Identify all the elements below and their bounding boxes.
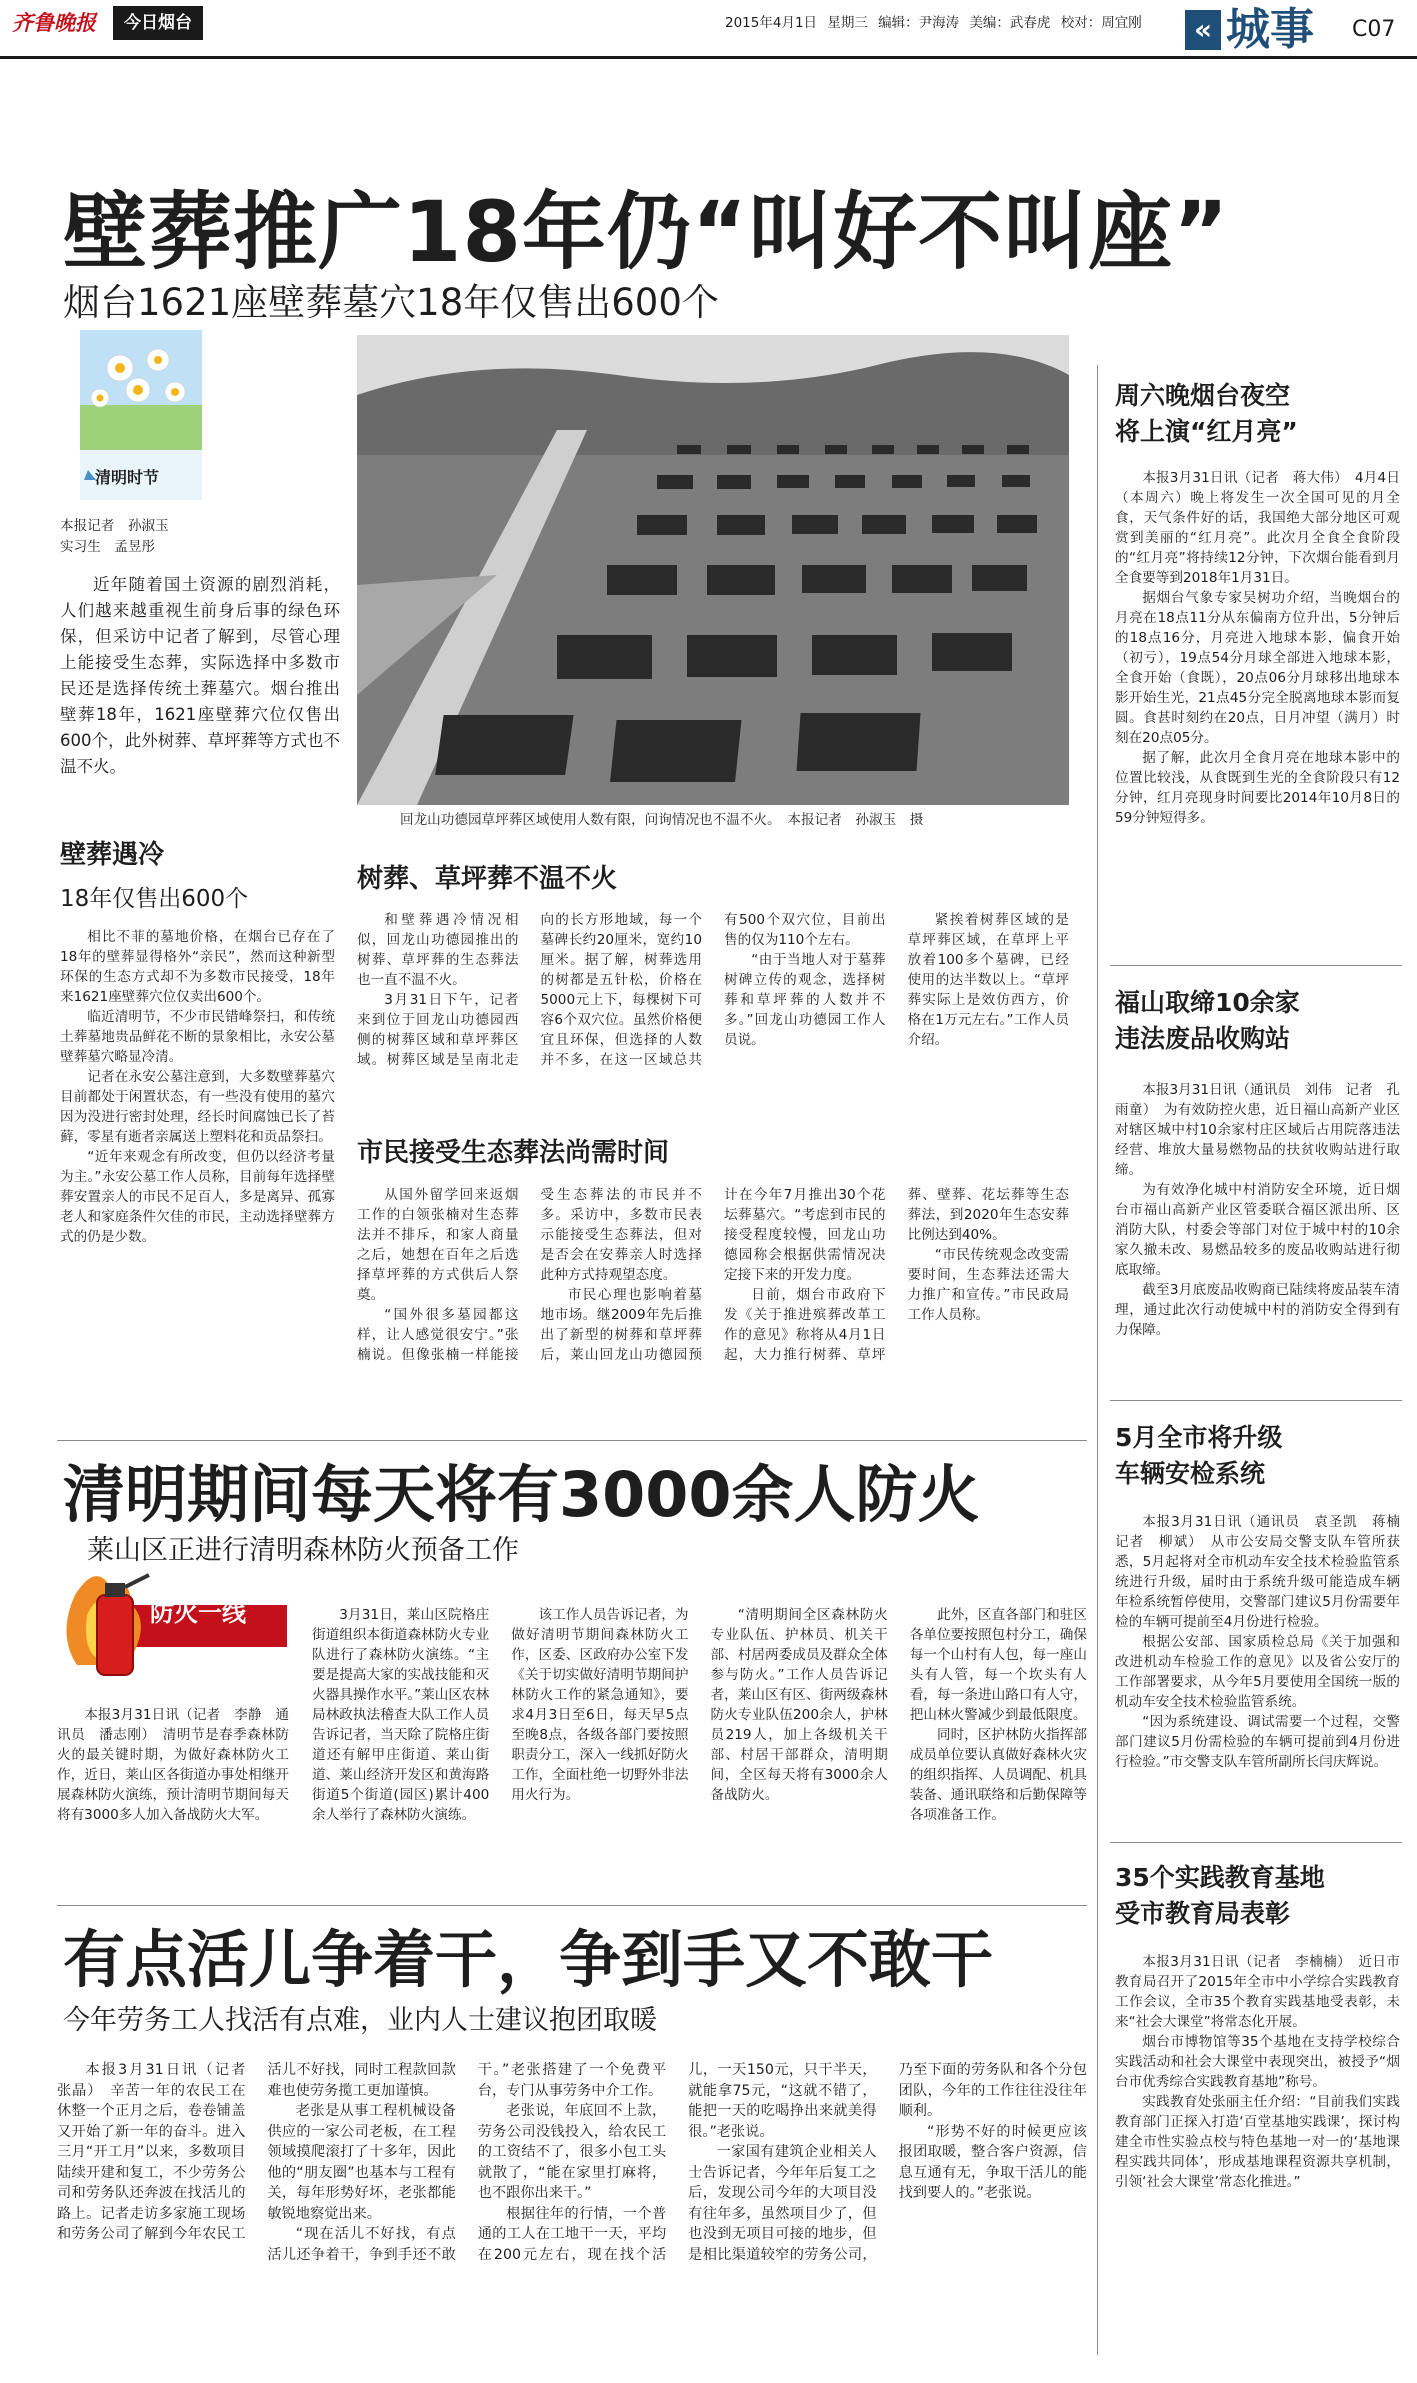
byline: 实习生 孟昱彤: [60, 539, 156, 555]
editor: 编辑：尹海涛: [878, 15, 960, 31]
page-number: C07: [1352, 17, 1396, 42]
sidebar-rule: [1110, 965, 1402, 966]
weekday: 星期三: [827, 15, 868, 31]
sidebar-rule: [1110, 1400, 1402, 1401]
cemetery-photo: [357, 335, 1069, 805]
section-title: 城事: [1226, 4, 1314, 55]
article1-subheadline: 烟台1621座壁葬墓穴18年仅售出600个: [63, 281, 719, 324]
logo-label: 防火一线: [150, 1599, 246, 1627]
article-column: 相比不菲的墓地价格，在烟台已存在了18年的壁葬显得格外“亲民”，然而这种新型环保的生态方式却不为多数市民接受，18年来1621座壁葬穴位仅卖出600个。 临近清明节，不少市民错峰祭扫，和传统土葬墓地贵品鲜花不断的景象相比，永安公墓壁葬墓穴略显冷清。 记者在永安公墓注意到，大多数壁葬墓穴目前都处于闲置状态，有一些没有使用的墓穴因为没进行密封处理，经长时间腐蚀已长了苔藓，零星有逝者亲属送上塑料花和贡品祭扫。 “近年来观念有所改变，但仍以经济考量为主。”永安公墓工作人员称，目前每年选择壁葬安置亲人的市民不足百人，多是离异、孤寡老人和家庭条件欠佳的市民，主动选择壁葬方式的仍是少数。: [60, 929, 335, 1245]
masthead-logo: 齐鲁晚报: [12, 10, 96, 35]
brief-headline: 35个实践教育基地 受市教育局表彰: [1115, 1863, 1325, 1928]
date: 2015年4月1日: [725, 15, 818, 31]
article1-headline: 壁葬推广18年仍“叫好不叫座”: [63, 183, 1230, 281]
header-rule: [0, 56, 1417, 59]
logo-label: 清明时节: [95, 468, 160, 487]
article3-subheadline: 今年劳务工人找活有点难，业内人士建议抱团取暖: [63, 2005, 657, 2036]
article-rule: [57, 1905, 1087, 1906]
lead-paragraph: 近年随着国土资源的剧烈消耗，人们越来越重视生前身后事的绿色环保，但采访中记者了解到，尽管心理上能接受生态葬，实际选择中多数市民还是选择传统土葬墓穴。烟台推出壁葬18年，1621座壁葬穴位仅售出600个，此外树葬、草坪葬等方式也不温不火。: [60, 575, 340, 776]
article-columns: 本报3月31日讯（记者 张晶） 辛苦一年的农民工在休整一个正月之后，卷卷铺盖又开始了新一年的奋斗。进入三月“开工月”以来，多数项目陆续开建和复工，不少劳务公司和劳务队还奔波在找活儿的路上。记者走访多家施工现场和劳务公司了解到今年农民工活儿不好找，同时工程款回款难也使劳务揽工更加谨慎。 老张是从事工程机械设备供应的一家公司老板，在工程领域摸爬滚打了十多年，因此他的“朋友圈”也基本与工程有关，每年形势好坏，老张都能敏锐地察觉出来。 “现在活儿不好找，有点活儿还争着干，争到手还不敢干。”老张搭建了一个免费平台，专门从事劳务中介工作。 老张说，年底回不上款，劳务公司没钱投入，给农民工的工资结不了，很多小包工头就散了，“能在家里打麻将，也不跟你出来干。” 根据往年的行情，一个普通的工人在工地干一天，平均在200元左右，现在找个活儿，一天150元，只干半天，就能拿75元，“这就不错了，能把一天的吃喝挣出来就美得很。”老张说。 一家国有建筑企业相关人士告诉记者，今年年后复工之后，发现公司今年的大项目没有往年多，虽然项目少了，但也没到无项目可接的地步，但是相比渠道较窄的劳务公司，乃至下面的劳务队和各个分包团队，今年的工作往往没往年顺利。 “形势不好的时候更应该报团取暖，整合客户资源，信息互通有无，争取干活儿的能找到要人的。”老张说。: [57, 2062, 1087, 2263]
section-heading: 壁葬遇冷: [60, 840, 165, 870]
brief-headline: 福山取缔10余家 违法废品收购站: [1115, 988, 1300, 1053]
article2-headline: 清明期间每天将有3000余人防火: [63, 1458, 980, 1531]
brief-headline: 5月全市将升级 车辆安检系统: [1115, 1423, 1283, 1488]
article3-headline: 有点活儿争着干，争到手又不敢干: [63, 1923, 994, 1996]
sidebar-rule: [1110, 1842, 1402, 1843]
article-columns: 从国外留学回来返烟工作的白领张楠对生态葬法并不排斥，和家人商量之后，她想在百年之后选择草坪葬的方式供后人祭奠。 “国外很多墓园都这样，让人感觉很安宁。”张楠说。但像张楠一样能接受生态葬法的市民并不多。采访中，多数市民表示能接受生态葬法，但对是否会在安葬亲人时选择此种方式持观望态度。 市民心理也影响着墓地市场。继2009年先后推出了新型的树葬和草坪葬后，莱山回龙山功德园预计在今年7月推出30个花坛葬墓穴。“考虑到市民的接受程度较慢，回龙山功德园称会根据供需情况决定接下来的开发力度。 日前，烟台市政府下发《关于推进殡葬改革工作的意见》称将从4月1日起，大力推行树葬、草坪葬、壁葬、花坛葬等生态葬法，到2020年生态安葬比例达到40%。 “市民传统观念改变需要时间，生态葬法还需大力推广和宣传。”市民政局工作人员称。: [357, 1187, 1069, 1363]
brief-body: 本报3月31日讯（记者 李楠楠） 近日市教育局召开了2015年全市中小学综合实践教育工作会议，全市35个教育实践基地受表彰，未来“社会大课堂”将常态化开展。 烟台市博物馆等35个基地在支持学校综合实践活动和社会大课堂中表现突出，被授予“烟台市优秀综合实践教育基地”称号。 实践教育处张丽主任介绍：“目前我们实践教育部门正探入打造‘百堂基地实践课’，探讨构建全市性实验点校与特色基地一对一的‘基地课程实践共同体’，形成基地课程资源共享机制，引领‘社会大课堂’常态化推进。”: [1115, 1954, 1400, 2190]
photo-caption: 回龙山功德园草坪葬区域使用人数有限，问询情况也不温不火。 本报记者 孙淑玉 摄: [400, 812, 924, 828]
byline: 本报记者 孙淑玉: [60, 518, 169, 534]
section-heading: 树葬、草坪葬不温不火: [357, 864, 618, 894]
brief-headline: 周六晚烟台夜空 将上演“红月亮”: [1115, 381, 1298, 446]
edition-tag: 今日烟台: [113, 6, 203, 40]
designer: 美编：武春虎: [969, 15, 1051, 31]
brief-body: 本报3月31日讯（通讯员 刘伟 记者 孔雨童） 为有效防控火患，近日福山高新产业区对辖区城中村10余家村庄区域后占用院落违法经营、堆放大量易燃物品的扶贫收购站进行取缔。 为有效净化城中村消防安全环境，近日烟台市福山高新产业区管委联合福区派出所、区消防大队，村委会等部门对位于城中村的10余家久撤未改、易燃品较多的废品收购站进行彻底取缔。 截至3月底废品收购商已陆续将废品装车清理，通过此次行动使城中村的消防安全得到有力保障。: [1115, 1082, 1400, 1338]
page-info: [725, 13, 1245, 33]
section-heading: 市民接受生态葬法尚需时间: [357, 1138, 670, 1168]
sidebar-divider: [1097, 365, 1098, 2355]
brief-body: 本报3月31日讯（记者 蒋大伟） 4月4日（本周六）晚上将发生一次全国可见的月全食，天气条件好的话，我国绝大部分地区可观赏到美丽的“红月亮”。此次月全食全食阶段的“红月亮”将持续12分钟，下次烟台能看到月全食要等到2018年1月31日。 据烟台气象专家吴树功介绍，当晚烟台的月亮在18点11分从东偏南方位升出，5分钟后的18点16分，月亮进入地球本影，偏食开始（初亏），19点54分月球全部进入地球本影，全食开始（食既），20点06分月球移出地球本影开始生光，21点45分完全脱离地球本影而复圆。食甚时刻约在20点，日月冲望（满月）时刻在20点05分。 据了解，此次月全食月亮在地球本影中的位置比较浅，从食既到生光的全食阶段只有12分钟，红月亮现身时间要比2014年10月8日的59分钟短得多。: [1115, 470, 1400, 826]
section-subheading: 18年仅售出600个: [60, 886, 249, 912]
article2-subheadline: 莱山区正进行清明森林防火预备工作: [87, 1535, 519, 1566]
article-columns: 3月31日，莱山区院格庄街道组织本街道森林防火专业队进行了森林防火演练。“主要是提高大家的实战技能和灭火器具操作水平。”莱山区农林局林政执法稽查大队工作人员告诉记者，当天除了院格庄街道还有解甲庄街道、莱山街道、莱山经济开发区和黄海路街道5个街道(园区)累计400余人举行了森林防火演练。 该工作人员告诉记者，为做好清明节期间森林防火工作，区委、区政府办公室下发《关于切实做好清明节期间护林防火工作的紧急通知》，要求4月3日至6日，每天早5点至晚8点，各级各部门要按照职责分工，深入一线抓好防火工作，全面杜绝一切野外非法用火行为。 “清明期间全区森林防火专业队伍、护林员、机关干部、村居两委成员及群众全体参与防火。”工作人员告诉记者，莱山区有区、街两级森林防火专业队伍200余人，护林员219人，加上各级机关干部、村居干部群众，清明期间，全区每天将有3000余人备战防火。 此外，区直各部门和驻区各单位要按照包村分工，确保每一个山村有人包，每一座山头有人管，每一个坎头有人看，每一条进山路口有人守，把山林火警减少到最低限度。 同时，区护林防火指挥部成员单位要认真做好森林火灾的组织指挥、人员调配、机具装备、通讯联络和后勤保障等各项准备工作。: [312, 1607, 1087, 1823]
article-columns: 和壁葬遇冷情况相似，回龙山功德园推出的树葬、草坪葬的生态葬法也一直不温不火。 3月31日下午，记者来到位于回龙山功德园西侧的树葬区域和草坪葬区域。树葬区域是呈南北走向的长方形地域，每一个墓碑长约20厘米，宽约10厘米。据了解，树葬选用的树都是五针松，价格在5000元上下，每棵树下可容6个双穴位。虽然价格便宜且环保，但选择的人数并不多，在这一区域总共有500个双穴位，目前出售的仅为110个左右。 “由于当地人对于墓葬树碑立传的观念，选择树葬和草坪葬的人数并不多。”回龙山功德园工作人员说。 紧挨着树葬区域的是草坪葬区域，在草坪上平放着100多个墓碑，已经使用的达半数以上。“草坪葬实际上是效仿西方，价格在1万元左右。”工作人员介绍。: [357, 912, 1069, 1068]
article-column: 本报3月31日讯（记者 李静 通讯员 潘志刚） 清明节是春季森林防火的最关键时期，为做好森林防火工作，近日，莱山区各街道办事处相继开展森林防火演练，预计清明节期间每天将有3000多人加入备战防火大军。: [57, 1707, 289, 1823]
proofreader: 校对：周宜刚: [1060, 15, 1142, 31]
section-chevron-icon: «: [1185, 10, 1221, 50]
article-rule: [57, 1440, 1087, 1441]
cemetery-lawn-image: [357, 335, 1069, 805]
brief-body: 本报3月31日讯（通讯员 袁圣凯 蒋楠 记者 柳斌） 从市公安局交警支队车管所获悉，5月起将对全市机动车安全技术检验监管系统进行升级，届时由于系统升级可能造成车辆年检系统暂停使用，交警部门建议5月份需要年检的车辆可提前至4月份进行检验。 根据公安部、国家质检总局《关于加强和改进机动车检验工作的意见》以及省公安厅的工作部署要求，从今年5月要使用全国统一版的机动车安全技术检验监管系统。 “因为系统建设、调试需要一个过程，交警部门建议5月份需检验的车辆可提前到4月份进行检验。”市交警支队车管所副所长闫庆辉说。: [1115, 1514, 1414, 1770]
